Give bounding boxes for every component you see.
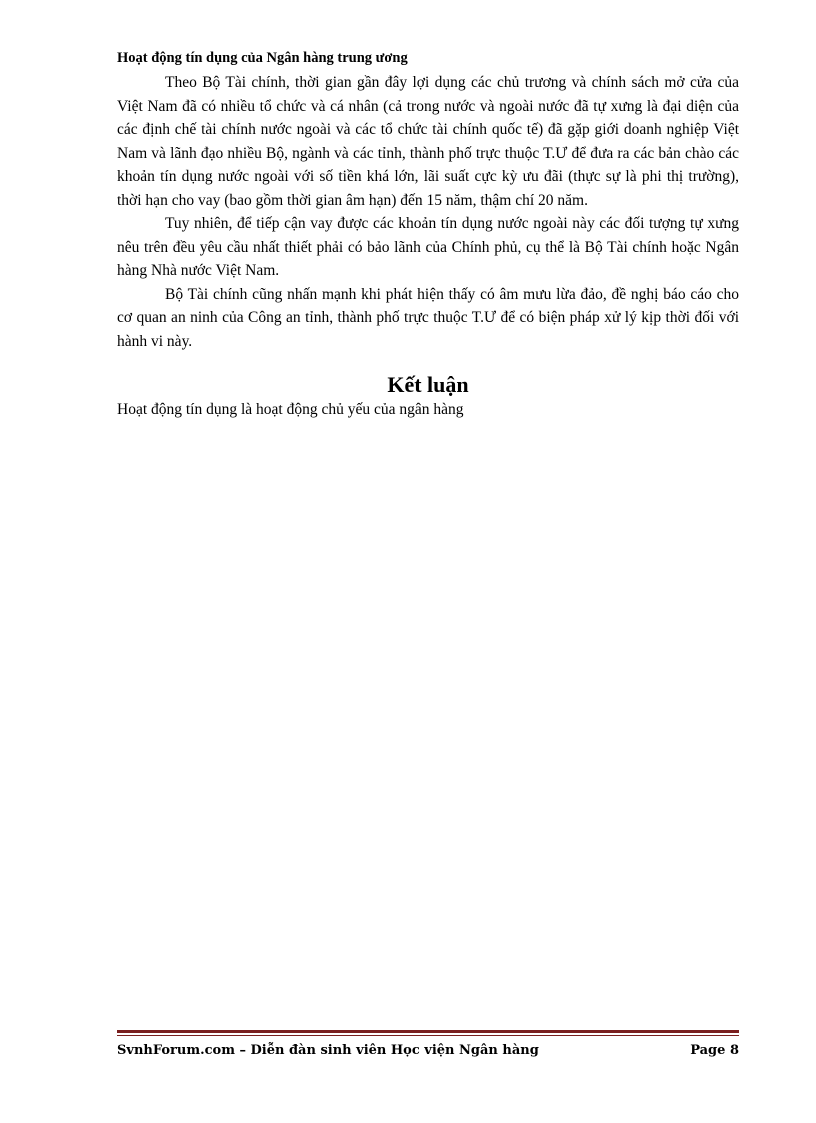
footer-rule-thick — [117, 1030, 739, 1033]
footer-site-text: SvnhForum.com – Diễn đàn sinh viên Học viện Ngân hàng — [117, 1043, 539, 1058]
footer-row — [117, 1042, 739, 1060]
paragraph-2: Tuy nhiên, để tiếp cận vay được các khoản tín dụng nước ngoài này các đối tượng tự xưng nêu trên đều yêu cầu nhất thiết phải có bảo lãnh của Chính phủ, cụ thể là Bộ Tài chính hoặc Ngân hàng Nhà nước Việt Nam. — [117, 215, 739, 279]
conclusion-title: Kết luận — [387, 372, 469, 397]
footer-rule-thin — [117, 1035, 739, 1036]
paragraph-3: Bộ Tài chính cũng nhấn mạnh khi phát hiện thấy có âm mưu lừa đảo, đề nghị báo cáo cho cơ quan an ninh của Công an tỉnh, thành phố trực thuộc T.Ư để có biện pháp xử lý kịp thời đối với hành vi này. — [117, 285, 739, 350]
document-page — [117, 48, 739, 421]
conclusion-text: Hoạt động tín dụng là hoạt động chủ yếu của ngân hàng — [117, 401, 464, 418]
footer-page-number: Page 8 — [690, 1043, 739, 1058]
page-footer — [117, 1030, 739, 1060]
section-heading: Hoạt động tín dụng của Ngân hàng trung ương — [117, 50, 408, 66]
paragraph-1: Theo Bộ Tài chính, thời gian gần đây lợi dụng các chủ trương và chính sách mở cửa của Việt Nam đã có nhiều tổ chức và cá nhân (cả trong nước và ngoài nước đã tự xưng là đại diện của các định chế tài chính nước ngoài và các tổ chức tài chính quốc tế) đã gặp giới doanh nghiệp Việt Nam và lãnh đạo nhiều Bộ, ngành và các tỉnh, thành phố trực thuộc T.Ư để đưa ra các bản chào các khoản tín dụng nước ngoài với số tiền khá lớn, lãi suất cực kỳ ưu đãi (thực sự là phi thị trường), thời hạn cho vay (bao gồm thời gian âm hạn) đến 15 năm, thậm chí 20 năm. — [117, 74, 739, 209]
